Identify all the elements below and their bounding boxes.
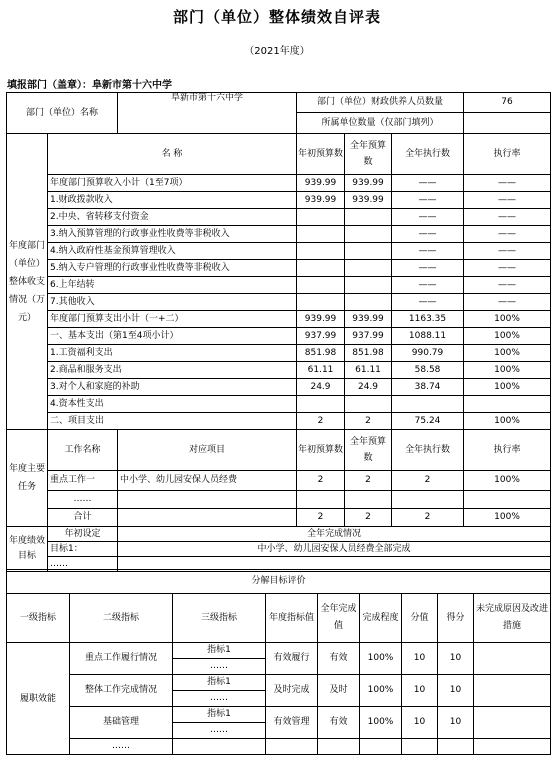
task-row: 合计 2 2 2 100%: [7, 509, 551, 527]
task-col-exec: 全年执行数: [392, 430, 464, 471]
col-rate-header: 执行率: [464, 134, 551, 175]
staff-count-value: 76: [464, 93, 551, 113]
evaluation-table: [6, 569, 551, 755]
budget-row: 7.其他收入 —— ——: [7, 294, 551, 311]
budget-row: 2.商品和服务支出 61.11 61.11 58.58 100%: [7, 362, 551, 379]
eval-col-actual: 全年完成值: [318, 594, 360, 643]
goals-side-label: 年度绩效目标: [7, 527, 48, 572]
task-col-rate: 执行率: [464, 430, 551, 471]
eval-col-degree: 完成程度: [360, 594, 402, 643]
goal-row: ……: [7, 557, 551, 572]
staff-count-label: 部门（单位）财政供养人员数量: [297, 93, 464, 113]
budget-row: 年度部门预算支出小计（一+二） 939.99 939.99 1163.35 100%: [7, 311, 551, 328]
eval-row: 整体工作完成情况 指标1 及时完成 及时 100% 10 10: [7, 675, 551, 691]
task-col-initial: 年初预算数: [297, 430, 345, 471]
col-exec-header: 全年执行数: [392, 134, 464, 175]
eval-row: ……: [7, 659, 551, 675]
budget-row: 5.纳入专户管理的行政事业性收费等非税收入 —— ——: [7, 260, 551, 277]
dept-name-label: 部门（单位）名称: [7, 93, 118, 134]
budget-row: 1.财政拨款收入 939.99 939.99 —— ——: [7, 192, 551, 209]
budget-row: 1.工资福利支出 851.98 851.98 990.79 100%: [7, 345, 551, 362]
task-row: ……: [7, 491, 551, 509]
budget-row: 年度部门预算收入小计（1至7项） 939.99 939.99 —— ——: [7, 175, 551, 192]
tasks-side-label: 年度主要任务: [7, 430, 48, 527]
eval-row: 履职效能 重点工作履行情况 指标1 有效履行 有效 100% 10 10: [7, 643, 551, 659]
eval-header: 分解目标评价: [7, 570, 551, 594]
unit-count-label: 所属单位数量（仅部门填列）: [297, 113, 464, 134]
eval-row: ……: [7, 723, 551, 739]
eval-col-score: 分值: [402, 594, 438, 643]
report-year: （2021年度）: [244, 46, 310, 57]
eval-row: ……: [7, 739, 551, 755]
col-initial-header: 年初预算数: [297, 134, 345, 175]
budget-row: 2.中央、省转移支付资金 —— ——: [7, 209, 551, 226]
eval-col-l1: 一级指标: [7, 594, 70, 643]
task-col-project: 对应项目: [118, 430, 297, 471]
goal-col-done: 全年完成情况: [118, 527, 551, 542]
budget-row: 3.纳入预算管理的行政事业性收费等非税收入 —— ——: [7, 226, 551, 243]
goal-col-set: 年初设定: [48, 527, 118, 542]
eval-col-l2: 二级指标: [70, 594, 173, 643]
task-row: 重点工作一 中小学、幼儿园安保人员经费 2 2 2 100%: [7, 471, 551, 491]
page-title: 部门（单位）整体绩效自评表: [172, 8, 381, 26]
goal-row: 目标1： 中小学、幼儿园安保人员经费全部完成: [7, 542, 551, 557]
filler-department: 填报部门（盖章）：阜新市第十六中学: [7, 80, 172, 91]
eval-l1-label: 履职效能: [7, 643, 70, 755]
budget-row: 3.对个人和家庭的补助 24.9 24.9 38.74 100%: [7, 379, 551, 396]
eval-col-got: 得分: [438, 594, 474, 643]
eval-row: ……: [7, 691, 551, 707]
budget-row: 4.资本性支出: [7, 396, 551, 413]
budget-side-label: 年度部门（单位）整体收支情况（万元）: [7, 134, 48, 430]
col-full-header: 全年预算数: [345, 134, 392, 175]
eval-col-target: 年度指标值: [266, 594, 318, 643]
col-name-header: 名 称: [48, 134, 297, 175]
budget-row: 二、项目支出 2 2 75.24 100%: [7, 413, 551, 430]
dept-name-value: 阜新市第十六中学: [118, 93, 297, 134]
budget-table: [6, 92, 551, 572]
budget-row: 6.上年结转 —— ——: [7, 277, 551, 294]
eval-col-l3: 三级指标: [173, 594, 266, 643]
budget-row: 一、基本支出（第1至4项小计） 937.99 937.99 1088.11 100%: [7, 328, 551, 345]
eval-row: 基础管理 指标1 有效管理 有效 100% 10 10: [7, 707, 551, 723]
unit-count-value: [464, 113, 551, 134]
task-col-full: 全年预算数: [345, 430, 392, 471]
budget-row: 4.纳入政府性基金预算管理收入 —— ——: [7, 243, 551, 260]
task-col-name: 工作名称: [48, 430, 118, 471]
eval-col-reason: 未完成原因及改进措施: [474, 594, 551, 643]
